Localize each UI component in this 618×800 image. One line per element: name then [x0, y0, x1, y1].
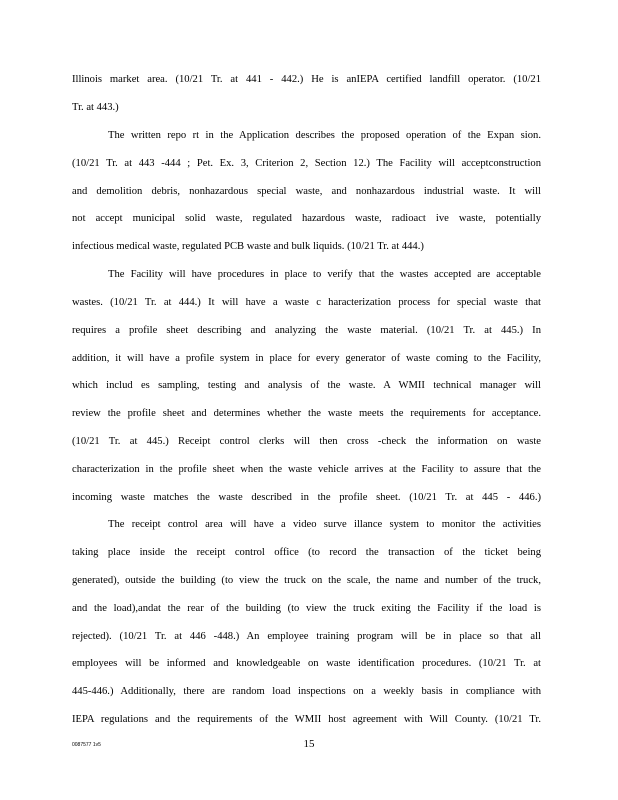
text-line: incoming waste matches the waste described in the profile sheet. (10/21 Tr. at 445 - 446.): [72, 492, 541, 503]
text-line: characterization in the profile sheet when the waste vehicle arrives at the Facility to assure that the: [72, 464, 541, 475]
text-line: which includ es sampling, testing and analysis of the waste. A WMII technical manager will: [72, 380, 541, 391]
page-number: 15: [303, 738, 315, 750]
document-id: 0087577 1v5: [72, 742, 101, 748]
text-line: 445-446.) Additionally, there are random load inspections on a weekly basis in compliance with: [72, 686, 541, 697]
text-line: requires a profile sheet describing and analyzing the waste material. (10/21 Tr. at 445.) In: [72, 325, 541, 336]
text-line: wastes. (10/21 Tr. at 444.) It will have a waste c haracterization process for special waste that: [72, 297, 541, 308]
text-line: Illinois market area. (10/21 Tr. at 441 - 442.) He is anIEPA certified landfill operator. (10/21: [72, 74, 541, 85]
text-line: infectious medical waste, regulated PCB waste and bulk liquids. (10/21 Tr. at 444.): [72, 241, 424, 252]
text-line: The Facility will have procedures in place to verify that the wastes accepted are acceptable: [108, 269, 541, 280]
text-line: review the profile sheet and determines whether the waste meets the requirements for acceptance.: [72, 408, 541, 419]
text-line: employees will be informed and knowledgeable on waste identification procedures. (10/21 Tr. at: [72, 658, 541, 669]
text-line: (10/21 Tr. at 443 -444 ; Pet. Ex. 3, Criterion 2, Section 12.) The Facility will acceptconstruction: [72, 158, 541, 169]
text-line: IEPA regulations and the requirements of the WMII host agreement with Will County. (10/21 Tr.: [72, 714, 541, 725]
text-line: and the load),andat the rear of the building (to view the truck exiting the Facility if the load is: [72, 603, 541, 614]
text-line: and demolition debris, nonhazardous special waste, and nonhazardous industrial waste. It will: [72, 186, 541, 197]
text-line: The receipt control area will have a video surve illance system to monitor the activities: [108, 519, 541, 530]
text-line: rejected). (10/21 Tr. at 446 -448.) An employee training program will be in place so that all: [72, 631, 541, 642]
text-line: The written repo rt in the Application describes the proposed operation of the Expan sion.: [108, 130, 541, 141]
text-line: not accept municipal solid waste, regulated hazardous waste, radioact ive waste, potentially: [72, 213, 541, 224]
text-line: (10/21 Tr. at 445.) Receipt control clerks will then cross -check the information on waste: [72, 436, 541, 447]
text-line: Tr. at 443.): [72, 102, 119, 113]
text-line: addition, it will have a profile system in place for every generator of waste coming to the Facility,: [72, 353, 541, 364]
text-line: generated), outside the building (to view the truck on the scale, the name and number of the truck,: [72, 575, 541, 586]
text-line: taking place inside the receipt control office (to record the transaction of the ticket being: [72, 547, 541, 558]
